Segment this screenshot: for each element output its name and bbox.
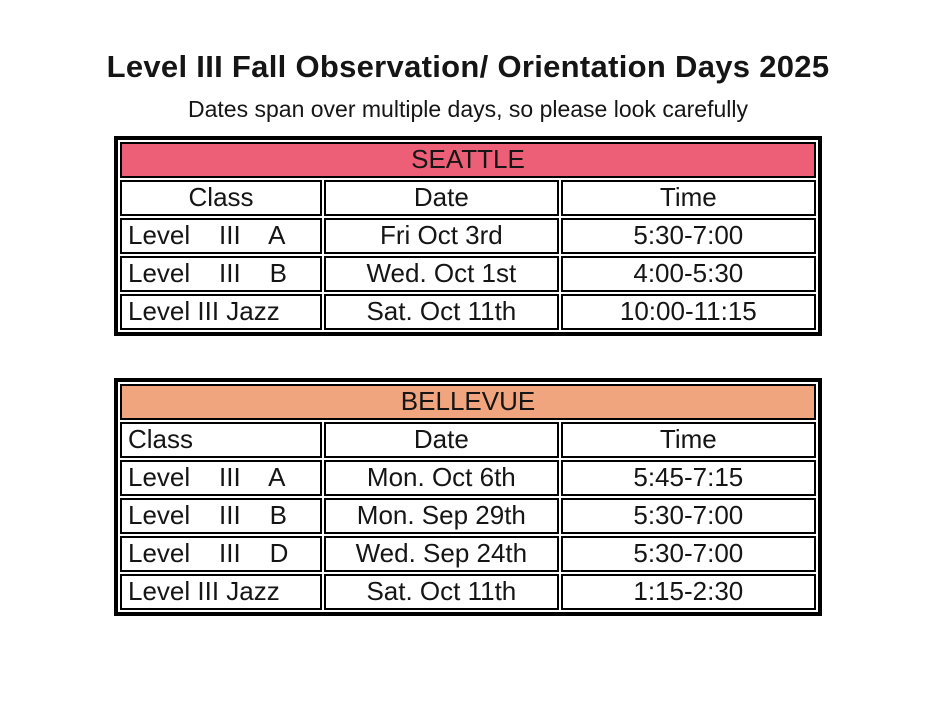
time-cell: 5:45-7:15 — [561, 460, 816, 496]
table-title-row — [120, 142, 816, 178]
bellevue-table — [114, 378, 822, 616]
column-header-time: Time — [561, 422, 816, 458]
class-cell: Level III A — [120, 460, 322, 496]
table-row — [120, 460, 816, 496]
column-header-date: Date — [324, 180, 559, 216]
table-row — [120, 294, 816, 330]
date-cell: Mon. Oct 6th — [324, 460, 559, 496]
column-header-row — [120, 180, 816, 216]
seattle-table-title: SEATTLE — [120, 142, 816, 178]
column-header-class: Class — [120, 180, 322, 216]
date-cell: Wed. Oct 1st — [324, 256, 559, 292]
class-cell: Level III Jazz — [120, 294, 322, 330]
column-header-time: Time — [561, 180, 816, 216]
date-cell: Sat. Oct 11th — [324, 294, 559, 330]
page-title: Level III Fall Observation/ Orientation Days 2025 — [106, 49, 830, 84]
table-row — [120, 498, 816, 534]
table-row — [120, 536, 816, 572]
date-cell: Sat. Oct 11th — [324, 574, 559, 610]
time-cell: 4:00-5:30 — [561, 256, 816, 292]
time-cell: 5:30-7:00 — [561, 218, 816, 254]
column-header-row — [120, 422, 816, 458]
page-subtitle: Dates span over multiple days, so please look carefully — [188, 96, 748, 122]
date-cell: Mon. Sep 29th — [324, 498, 559, 534]
date-cell: Wed. Sep 24th — [324, 536, 559, 572]
time-cell: 5:30-7:00 — [561, 536, 816, 572]
class-cell: Level III D — [120, 536, 322, 572]
class-cell: Level III A — [120, 218, 322, 254]
seattle-table — [114, 136, 822, 336]
table-row — [120, 574, 816, 610]
table-row — [120, 256, 816, 292]
time-cell: 1:15-2:30 — [561, 574, 816, 610]
time-cell: 5:30-7:00 — [561, 498, 816, 534]
table-row — [120, 218, 816, 254]
time-cell: 10:00-11:15 — [561, 294, 816, 330]
class-cell: Level III Jazz — [120, 574, 322, 610]
table-title-row — [120, 384, 816, 420]
column-header-date: Date — [324, 422, 559, 458]
column-header-class: Class — [120, 422, 322, 458]
bellevue-table-title: BELLEVUE — [120, 384, 816, 420]
class-cell: Level III B — [120, 498, 322, 534]
class-cell: Level III B — [120, 256, 322, 292]
date-cell: Fri Oct 3rd — [324, 218, 559, 254]
